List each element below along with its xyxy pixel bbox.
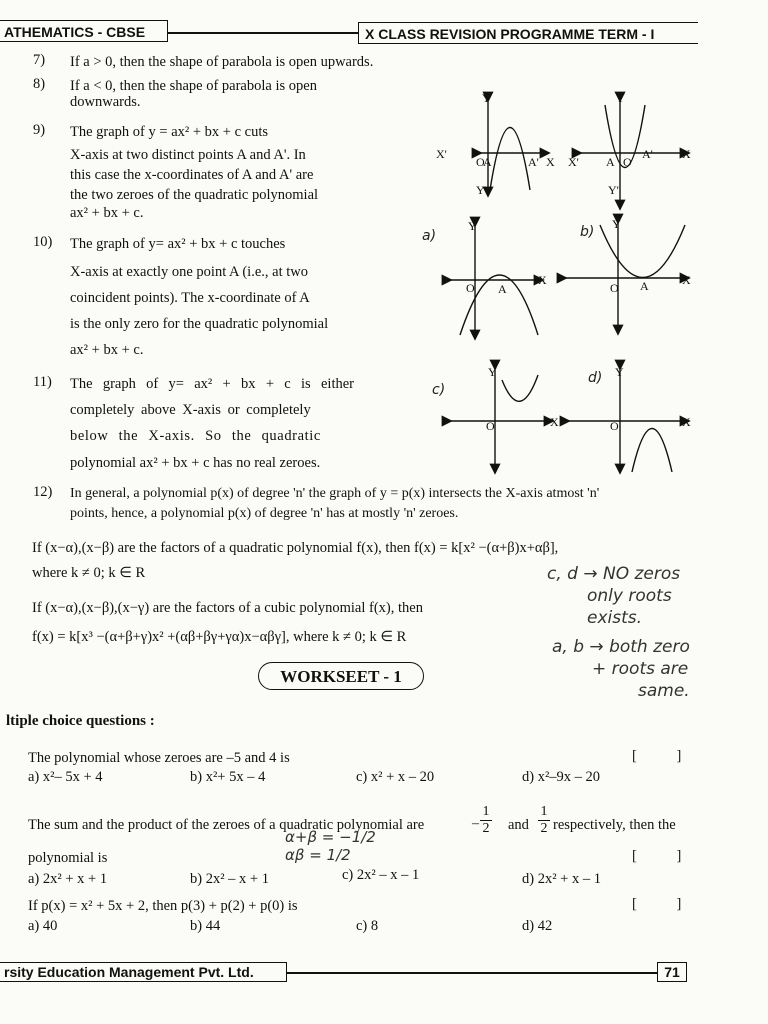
graph-a-y: Y	[468, 219, 477, 233]
question-2-option-d[interactable]: d) 2x² + x – 1	[522, 871, 601, 887]
graph1-y-prime: Y'	[476, 183, 487, 197]
graph1-x: X	[546, 155, 555, 169]
graph1-x-prime: X'	[436, 147, 447, 161]
graph-c-parabola	[502, 375, 538, 401]
question-1-option-c[interactable]: c) x² + x – 20	[356, 769, 435, 785]
point-9-number: 9)	[33, 122, 46, 138]
graph-c-o: O	[486, 419, 495, 433]
handwritten-note-cd-line-3: exists.	[587, 608, 643, 628]
question-1-stem: The polynomial whose zeroes are –5 and 4 is	[28, 750, 290, 766]
graph-b-o: O	[610, 281, 619, 295]
handwritten-alpha-beta-sum: α+β = −1/2	[285, 828, 376, 846]
header-programme: X CLASS REVISION PROGRAMME TERM - I	[358, 22, 698, 44]
graph-d-o: O	[610, 419, 619, 433]
question-2-stem-c: polynomial is	[28, 850, 108, 866]
graph-a-x: X	[538, 273, 547, 287]
fraction-1-denominator: 2	[482, 821, 490, 836]
graph-b-y: Y	[612, 217, 621, 231]
fraction-1-numerator: 1	[480, 804, 492, 821]
graph-b-parabola	[600, 225, 685, 278]
point-8-number: 8)	[33, 76, 46, 92]
point-11-line-3: below the X-axis. So the quadratic	[70, 428, 321, 444]
graph1-parabola	[490, 128, 530, 191]
point-10-line-5: ax² + bx + c.	[70, 342, 144, 358]
graph1-o: O	[476, 155, 485, 169]
section-title: ltiple choice questions :	[6, 713, 155, 729]
handwritten-note-ab-line-3: same.	[638, 681, 690, 701]
graph2-y: Y	[616, 91, 625, 105]
graph2-a-prime: A'	[642, 147, 653, 161]
graph-b-tag: b)	[580, 224, 595, 240]
handwritten-alpha-beta	[285, 828, 376, 864]
graph-a-o: O	[466, 281, 475, 295]
graph-b-x: X	[682, 273, 691, 287]
point-9-line-5: ax² + bx + c.	[70, 205, 144, 221]
question-1-option-b[interactable]: b) x²+ 5x – 4	[190, 769, 266, 785]
page-number: 71	[657, 962, 687, 982]
handwritten-note-ab	[552, 636, 690, 702]
fraction-1-sign: –	[472, 816, 479, 831]
handwritten-note-cd	[547, 563, 680, 629]
point-11-number: 11)	[33, 374, 52, 390]
formula-cubic-line-2: f(x) = k[x³ −(α+β+γ)x² +(αβ+βγ+γα)x−αβγ], where k ≠ 0; k ∈ R	[32, 629, 407, 645]
point-7-text: If a > 0, then the shape of parabola is open upwards.	[70, 54, 374, 70]
graph2-o: O	[623, 155, 632, 169]
question-2-option-a[interactable]: a) 2x² + x + 1	[28, 871, 108, 887]
question-2-option-b[interactable]: b) 2x² – x + 1	[190, 871, 269, 887]
handwritten-note-cd-line-1: c, d → NO zeros	[547, 564, 681, 584]
handwritten-note-cd-line-2: only roots	[587, 586, 672, 606]
question-1-answer-bracket[interactable]: [ ]	[632, 748, 700, 764]
graph-c-y: Y	[488, 365, 497, 379]
question-2-option-c[interactable]: c) 2x² – x – 1	[342, 867, 420, 883]
question-1-option-a[interactable]: a) x²– 5x + 4	[28, 769, 103, 785]
point-11-line-4: polynomial ax² + bx + c has no real zeroes.	[70, 455, 321, 471]
point-11-line-1: The graph of y= ax² + bx + c is either	[70, 376, 354, 392]
point-10-line-3: coincident points). The x-coordinate of A	[70, 290, 310, 306]
graph2-x-prime: X'	[568, 155, 579, 169]
point-9-line-1: The graph of y = ax² + bx + c cuts	[70, 124, 268, 140]
worksheet-title: WORKSEET - 1	[258, 662, 424, 690]
point-12-line-2: points, hence, a polynomial p(x) of degree 'n' has at mostly 'n' zeroes.	[70, 506, 459, 521]
footer-rule	[287, 972, 657, 974]
point-10-line-4: is the only zero for the quadratic polynomial	[70, 316, 329, 332]
handwritten-note-ab-line-2: + roots are	[592, 659, 689, 679]
point-9-line-3: this case the x-coordinates of A and A' are	[70, 167, 314, 183]
parabola-graphs	[420, 90, 720, 480]
point-8-line-1: If a < 0, then the shape of parabola is open	[70, 78, 317, 94]
formula-quadratic-line-1: If (x−α),(x−β) are the factors of a quadratic polynomial f(x), then f(x) = k[x² −(α+β)x+αβ],	[32, 540, 559, 556]
question-2-answer-bracket[interactable]: [ ]	[632, 848, 700, 864]
point-10-number: 10)	[33, 234, 53, 250]
graph-b-a: A	[640, 279, 649, 293]
header-subject: ATHEMATICS - CBSE	[0, 20, 168, 42]
question-1-option-d[interactable]: d) x²–9x – 20	[522, 769, 601, 785]
graph1-y: Y	[482, 91, 491, 105]
point-10-line-2: X-axis at exactly one point A (i.e., at two	[70, 264, 308, 280]
graph2-x: X	[682, 147, 691, 161]
graph1-a: A	[483, 155, 492, 169]
point-8-line-2: downwards.	[70, 94, 141, 110]
header-rule	[168, 32, 358, 34]
point-7-number: 7)	[33, 52, 46, 68]
question-3-stem: If p(x) = x² + 5x + 2, then p(3) + p(2) + p(0) is	[28, 898, 298, 914]
graph-d-y: Y	[615, 365, 624, 379]
graph-a-a: A	[498, 282, 507, 296]
question-3-option-c[interactable]: c) 8	[356, 918, 379, 934]
point-9-line-4: the two zeroes of the quadratic polynomial	[70, 187, 319, 203]
question-2-and: and	[508, 817, 529, 833]
question-2-stem-b: respectively, then the	[553, 817, 676, 833]
point-12-line-1: In general, a polynomial p(x) of degree 'n' the graph of y = p(x) intersects the X-axis atmost 'n'	[70, 486, 600, 501]
point-12-number: 12)	[33, 484, 53, 500]
handwritten-note-ab-line-1: a, b → both zero	[552, 637, 690, 657]
point-9-line-2: X-axis at two distinct points A and A'. In	[70, 147, 306, 163]
graph-d-parabola	[632, 429, 672, 473]
graph-d-x: X	[682, 415, 691, 429]
question-3-option-d[interactable]: d) 42	[522, 918, 553, 934]
question-3-option-a[interactable]: a) 40	[28, 918, 58, 934]
fraction-2-denominator: 2	[540, 821, 548, 836]
graph2-a: A	[606, 155, 615, 169]
point-10-line-1: The graph of y= ax² + bx + c touches	[70, 236, 286, 252]
graph-c-tag: c)	[432, 382, 446, 398]
graph-d-tag: d)	[588, 370, 603, 386]
handwritten-alpha-beta-product: αβ = 1/2	[285, 846, 351, 864]
question-2-fraction-2	[538, 804, 550, 837]
point-11-line-2: completely above X-axis or completely	[70, 402, 311, 418]
footer-publisher: rsity Education Management Pvt. Ltd.	[0, 962, 287, 982]
graph1-a-prime: A'	[528, 155, 539, 169]
graph2-y-prime: Y'	[608, 183, 619, 197]
question-3-answer-bracket[interactable]: [ ]	[632, 896, 700, 912]
formula-quadratic-line-2: where k ≠ 0; k ∈ R	[32, 565, 146, 581]
fraction-2-numerator: 1	[538, 804, 550, 821]
question-3-option-b[interactable]: b) 44	[190, 918, 221, 934]
graph-c-x: X	[550, 415, 559, 429]
question-2-stem-a: The sum and the product of the zeroes of a quadratic polynomial are	[28, 817, 425, 833]
question-2-fraction-1	[472, 804, 492, 837]
graph-a-tag: a)	[422, 228, 437, 244]
formula-cubic-line-1: If (x−α),(x−β),(x−γ) are the factors of a cubic polynomial f(x), then	[32, 600, 423, 616]
